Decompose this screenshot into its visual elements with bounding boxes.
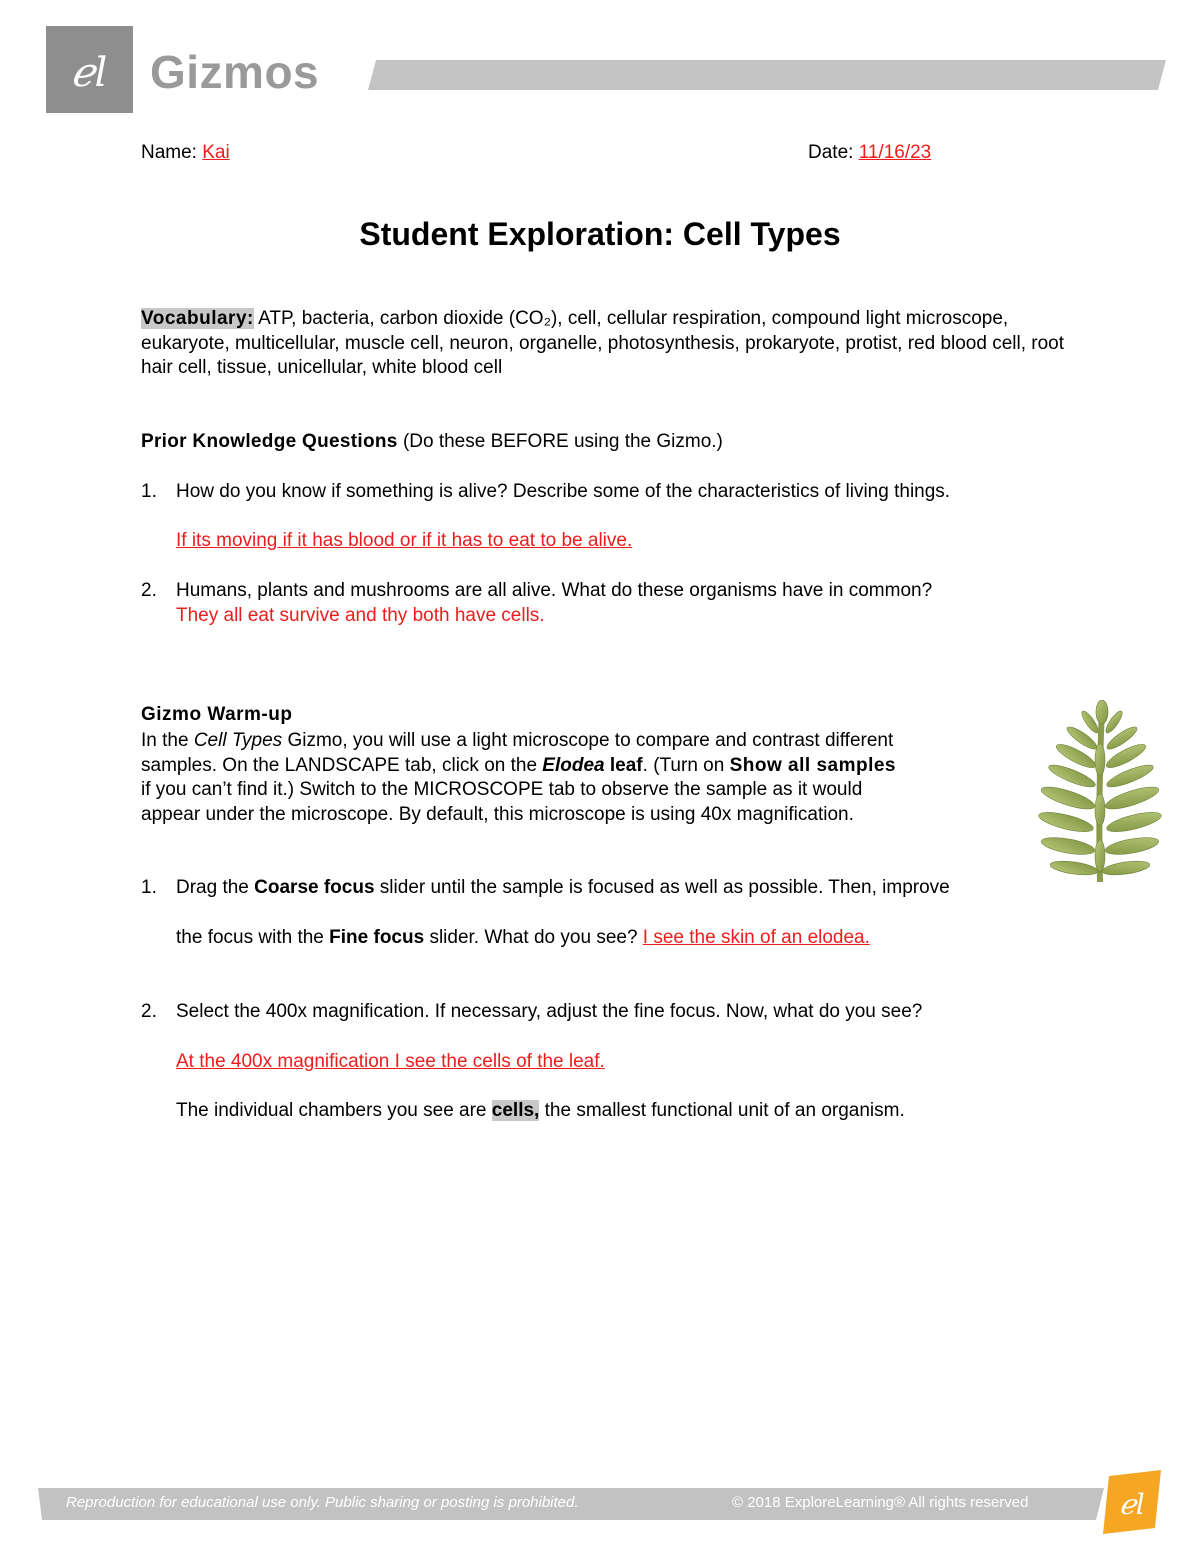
note-text-a: The individual chambers you see are — [176, 1100, 492, 1121]
vocabulary-paragraph — [141, 307, 1071, 381]
prior-q1-text: How do you know if something is alive? Describe some of the characteristics of living things. — [176, 481, 951, 502]
prior-q2-text: Humans, plants and mushrooms are all alive. What do these organisms have in common? — [176, 580, 933, 601]
explorelearning-footer-logo — [1103, 1470, 1161, 1534]
svg-text:ℯl: ℯl — [70, 50, 108, 96]
prior-q2-answer: They all eat survive and thy both have cells. — [176, 605, 545, 626]
warmup-text-2: Gizmo, you will use a light microscope to compare and contrast different samples. On the LANDSCAPE tab, click on the — [141, 730, 894, 776]
warmup-q2-note — [176, 1100, 905, 1122]
date-value: 11/16/23 — [858, 142, 932, 163]
elodea-plant-icon — [1038, 700, 1162, 882]
el-footer-icon — [1103, 1470, 1161, 1534]
warmup-text-3: . (Turn on — [642, 754, 730, 776]
prior-heading-note: (Do these BEFORE using the Gizmo.) — [402, 431, 723, 452]
header-bar — [368, 60, 1166, 90]
page-title: Student Exploration: Cell Types — [359, 216, 841, 252]
fine-focus-term: Fine focus — [329, 927, 425, 948]
prior-knowledge-heading — [141, 431, 723, 453]
warmup-q2-number: 2. — [141, 1001, 157, 1022]
warmup-q1-text-a: Drag the — [176, 877, 255, 898]
warmup-q2-text: Select the 400x magnification. If necessary, adjust the fine focus. Now, what do you see? — [176, 1001, 923, 1022]
elodea-plant-image — [1038, 700, 1162, 882]
warmup-q1-line1 — [176, 877, 950, 899]
footer-disclaimer: Reproduction for educational use only. Public sharing or posting is prohibited. — [66, 1494, 579, 1511]
gizmo-name: Cell Types — [193, 730, 283, 751]
name-value: Kai — [202, 142, 230, 163]
warmup-q1-line2 — [176, 927, 870, 949]
warmup-q1-text-d: slider. What do you see? — [424, 927, 643, 948]
warmup-text-4: if you can’t find it.) Switch to the MICROSCOPE tab to observe the sample as it would appear under the microscope. By default, this microscope is using 40x magnification. — [141, 779, 863, 825]
warmup-q1-answer: I see the skin of an elodea. — [642, 927, 870, 948]
coarse-focus-term: Coarse focus — [254, 877, 375, 898]
show-all-samples-term: Show all samples — [729, 754, 896, 776]
vocabulary-label: Vocabulary: — [141, 308, 254, 329]
warmup-q1-text-b: slider until the sample is focused as well as possible. Then, improve — [374, 877, 950, 898]
prior-heading-text: Prior Knowledge Questions — [141, 431, 398, 452]
warmup-text-1: In the — [141, 730, 194, 751]
warmup-q1-text-c: the focus with the — [176, 927, 330, 948]
brand-name: Gizmos — [150, 46, 320, 98]
date-label: Date: — [808, 142, 854, 163]
warmup-paragraph — [141, 729, 901, 827]
warmup-q1-number: 1. — [141, 877, 157, 898]
prior-q1-answer: If its moving if it has blood or if it has to eat to be alive. — [176, 530, 633, 551]
prior-q1-number: 1. — [141, 481, 157, 502]
date-field — [808, 142, 931, 164]
vocabulary-list: ATP, bacteria, carbon dioxide (CO₂), cell, cellular respiration, compound light microscope, eukaryote, multicellular, muscle cell, neuron, organelle, photosynthesis, prokaryote, protist, red blood cell, root hair cell, tissue, unicellular, white blood cell — [141, 308, 1065, 378]
name-field — [141, 142, 230, 164]
svg-text:ℯl: ℯl — [1119, 1488, 1145, 1521]
footer-copyright: © 2018 ExploreLearning® All rights reserved — [732, 1494, 1029, 1511]
elodea-term: Elodea — [542, 754, 605, 776]
el-logo-icon — [46, 26, 133, 113]
leaf-term: leaf — [604, 754, 643, 776]
name-label: Name: — [141, 142, 197, 163]
prior-q2-number: 2. — [141, 580, 157, 601]
warmup-heading: Gizmo Warm-up — [141, 704, 293, 725]
cells-term: cells, — [491, 1100, 540, 1121]
note-text-b: the smallest functional unit of an organism. — [539, 1100, 905, 1121]
warmup-q2-answer: At the 400x magnification I see the cells of the leaf. — [176, 1051, 605, 1072]
explorelearning-logo — [46, 26, 133, 113]
